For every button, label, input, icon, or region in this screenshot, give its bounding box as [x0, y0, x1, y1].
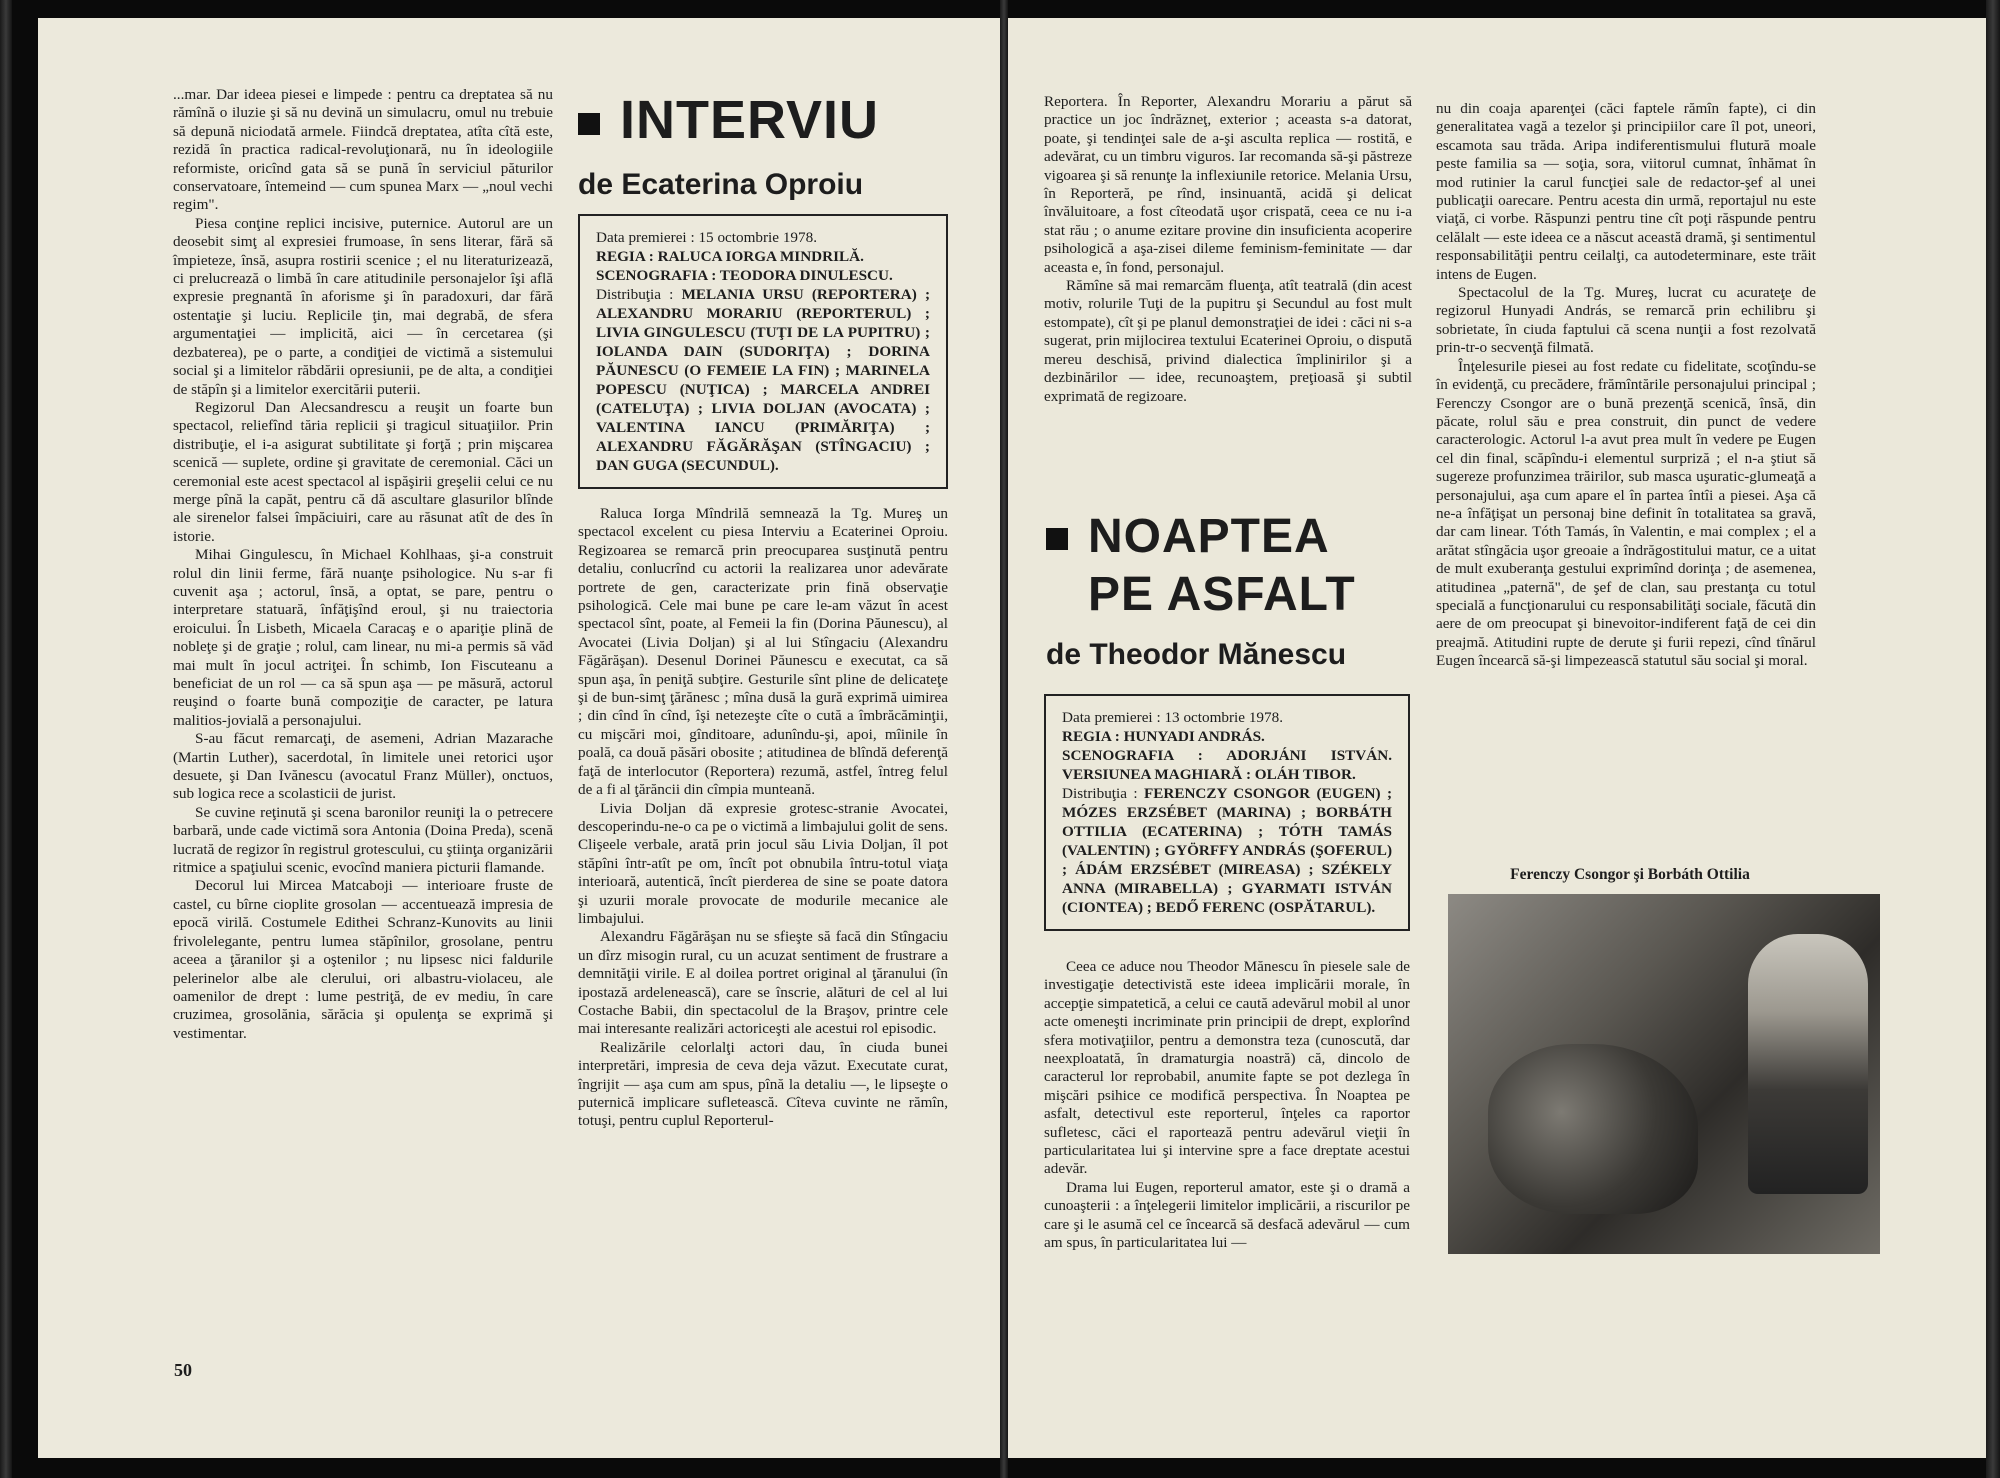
cast-list: MELANIA URSU (REPORTERA) ; ALEXANDRU MORARIU (REPORTERUL) ; LIVIA GINGULESCU (TUŢI DE LA PUPITRU) ; IOLANDA DAIN (SUDORIŢA) ; DORINA PĂUNESCU (O FEMEIE LA FIN) ; MARINELA POPESCU (NUŢICA) ; MARCELA ANDREI (CATELUŢA) ; LIVIA DOLJAN (AVOCATA) ; VALENTINA IANCU (PRIMĂRIŢA) ; ALEXANDRU FĂGĂRĂŞAN (STÎNGACIU) ; DAN GUGA (SECUNDUL).: [596, 286, 931, 474]
directing-credit: REGIA : RALUCA IORGA MINDRILĂ.: [596, 248, 864, 265]
article-byline: de Ecaterina Oproiu: [578, 168, 864, 201]
paragraph: S-au făcut remarcaţi, de asemeni, Adrian Mazarache (Martin Luther), sacerdotal, în limitele unei retorici uşor desuete, şi Dan Ivănescu (avocatul Franz Müller), onctuos, sub logica rece a scolasticii de jurist.: [173, 730, 553, 803]
binding-edge-left: [0, 0, 12, 1478]
paragraph: Piesa conţine replici incisive, puternice. Autorul are un deosebit simţ al expresiei frumoase, în sens literar, fără să împieteze, însă, asupra rostirii scenice ; el nu literaturizează, ci prelucrează o limbă în care atitudinile personajelor îşi află expresie pregnantă în aforisme şi în paradoxuri, dar fără ostentaţie şi luciu. Replicile ţin, mai degrabă, de sfera argumentaţiei — implicită, aici — în cercetarea (şi dezbaterea), pe o parte, a condiţiei de victimă a sistemului social şi a limitelor răbdării opresiunii, pe de alta, a condiţiei de stăpîn şi a limitelor exercitării puterii.: [173, 214, 553, 398]
article-title-noaptea: [1046, 508, 1356, 624]
paragraph: Livia Doljan dă expresie grotesc-stranie Avocatei, descoperindu-ne-o ca pe o victimă a limbajului golit de sens. Clişeele verbale, arată prin jocul său Livia Doljan, îl pot stăpîni într-atît pe om, încît pot obnubila întru-totul viaţa interioară, autentică, încît pierderea de sine se poate datora şi uzurii morale provocate de modurile mecanice ale limbajului.: [578, 799, 948, 927]
paragraph: Reportera. În Reporter, Alexandru Morariu a părut să practice un joc îndrăzneţ, exterior ; aceasta s-a datorat, poate, şi tendinţei sale de a-şi asculta replica — rostită, e adevărat, cu un timbru viguros. Iar recomanda să-şi păstreze vigoarea şi să renunţe la inflexiunile retorice. Melania Ursu, în Reporteră, pe rînd, insinuantă, acidă şi delicat învăluitoare, a fost cîteodată uşor crispată, ceea ce nu i-a stat rău ; o anume ezitare provine din insuficienta acoperire psihologică a aşa-zisei dileme feminism-feminitate — dar aceasta e, în fond, personajul.: [1044, 93, 1412, 276]
version-credit: VERSIUNEA MAGHIARĂ : OLÁH TIBOR.: [1062, 766, 1356, 783]
right-column-2: [1436, 100, 1816, 671]
cast-label: Distribuţia :: [1062, 785, 1138, 802]
right-column-review-continued: [1044, 93, 1412, 406]
paragraph: Ceea ce aduce nou Theodor Mănescu în piesele sale de investigaţie detectivistă este ideea implicării morale, în accepţie simpatetică, a celui ce caută adevărul mobil al unor acte omeneşti incriminate prin principii de drept, explorînd sfera motivaţiilor, pentru a demonstra teza (cunoscută, dar neexploatată, în dramaturgia noastră) că, dincolo de caracterul lor reprobabil, anumite fapte se pot dezlega în mişcări psihice ce modifică perspectiva. În Noaptea pe asfalt, detectivul este reporterul, înţeles ca raportor sufletesc, căci el raportează pentru adevărul vieţii în particularitatea lui şi intervine spre a face dreptate acestui adevăr.: [1044, 958, 1410, 1178]
premiere-date: Data premierei : 13 octombrie 1978.: [1062, 709, 1283, 726]
paragraph: Realizările celorlalţi actori dau, în ciuda bunei interpretări, impresia de ceva deja văzut. Executate curat, îngrijit — aşa cum am spus, pînă la detaliu —, le lipseşte o puternică implicare sufletească. Cîteva cuvinte ne rămîn, totuşi, pentru cuplul Reporterul-: [578, 1038, 948, 1130]
paragraph: Înţelesurile piesei au fost redate cu fidelitate, scoţîndu-se în evidenţă, cu precădere, frămîntările personajului principal ; Ferenczy Csongor are o bună prezenţă scenică, însă, din păcate, rolul său e prea construit, din punct de vedere caracterologic. Actorul l-a avut prea mult în vedere pe Eugen cel din final, scăpîndu-i elementul surpriză ; el n-a ştiut să sugereze profunzimea trăirilor, sub masca uşuratic-glumeaţă a personajului, aşa cum apare el în partea întîi a piesei. Aşa că ne-a înfăţişat un personaj bine definit în totalitatea sa gravă, dar cam linear. Tóth Tamás, în Valentin, e mai complex ; el a arătat stîngăcia uşor greoaie a îndrăgostitului matur, ce a uitat de mult exuberanţa gestului exprimînd dorinţa ; de asemenea, atitudinea „paternă", de şef de clan, sau prestanţa cu totul specială a funcţionarului cu responsabilităţi sociale, făcută din aere de om preocupat şi binevoitor-indiferent faţă de cei din preajmă. Atitudini rupte de derute şi furii repezi, cînd tînărul Eugen încearcă să-şi limpezească statutul său social şi moral.: [1436, 357, 1816, 670]
paragraph: Rămîne să mai remarcăm fluenţa, atît teatrală (din acest motiv, rolurile Tuţi de la pupitru şi Secundul au fost mult estompate), cît şi pe planul demonstraţiei de idei : căci ni s-a sugerat, prin mijlocirea textului Ecaterinei Oproiu, o dispută mereu deschisă, privind dialectica împlinirilor şi a dezbinărilor — idee, recunoaştem, preţioasă şi subtil exprimată de regizoare.: [1044, 277, 1412, 405]
gutter: [1000, 0, 1008, 1478]
article-title-text: INTERVIU: [620, 90, 880, 150]
right-page: [1008, 18, 1986, 1458]
photo-figure-seated: [1488, 1044, 1698, 1214]
photo-caption: Ferenczy Csongor şi Borbáth Ottilia: [1510, 866, 1750, 883]
paragraph: Regizorul Dan Alecsandrescu a reuşit un foarte bun spectacol, reliefînd tăria replicii şi tragicul situaţiilor. Prin distribuţie, el i-a asigurat subtilitate şi forţă ; prin mişcarea scenică — suplete, ordine şi gravitate de ceremonial. Căci un ceremonial este acest spectacol al ispăşirii greşelii celui ce nu merge pînă la capăt, pentru că dă ascultare glasurilor blînde ale sirenelor falsei împăciuiri, care au răsunat atît de des în istorie.: [173, 398, 553, 545]
premiere-date: Data premierei : 15 octombrie 1978.: [596, 229, 817, 246]
paragraph: Drama lui Eugen, reporterul amator, este şi o dramă a cunoaşterii : a înţelegerii limitelor implicării, a riscurilor pe care şi le asumă cel ce încearcă să desfacă adevărul — cum am spus, în particularitatea lui —: [1044, 1178, 1410, 1252]
paragraph: Raluca Iorga Mîndrilă semnează la Tg. Mureş un spectacol excelent cu piesa Interviu a Ecaterinei Oproiu. Regizoarea se remarcă prin preocuparea susţinută pentru detaliu, conlucrînd cu actorii la realizarea unor adevărate portrete de gen, caracterizate prin fină observaţie psihologică. Cele mai bune pe care le-am văzut în acest spectacol sînt, poate, al Femeii la fin (Dorina Păunescu), al Avocatei (Livia Doljan) şi al lui Stîngaciu (Alexandru Făgărăşan). Desenul Dorinei Păunescu e executat, ca să spun aşa, în peniţă subţire. Gesturile sînt pline de delicateţe şi de bun-simţ ţărănesc ; mîna dusă la gură exprimă uimirea ; din cînd în cînd, îşi netezeşte cîte o cută a îmbrăcăminţii, cu mişcări moi, gînditoare, adunîndu-şi, apoi, mîinile în poală, ca două păsări obosite ; atitudinea de blîndă deferenţă faţă de interlocutor (Reportera) rezumă, astfel, întreg felul de a fi al ţărăncii din cîmpia munteană.: [578, 505, 948, 799]
article-title-line2: PE ASFALT: [1088, 568, 1356, 621]
noaptea-review-body: [1044, 958, 1410, 1253]
bullet-square-icon: [578, 113, 600, 135]
scenography-credit: SCENOGRAFIA : TEODORA DINULESCU.: [596, 267, 893, 284]
page-number: 50: [174, 1360, 192, 1380]
binding-edge-right: [1986, 0, 2000, 1478]
paragraph: Decorul lui Mircea Matcaboji — interioare fruste de castel, cu bîrne cioplite grosolan — accentuează impresia de epocă virilă. Costumele Edithei Schranz-Kunovits au linii frivolelegante, pentru lumea stăpînilor, grosolane, pentru aceea a ţăranilor şi a oştenilor ; nu lipsesc nici faldurile pelerinelor albe ale clerului, ori albastru-violaceu, ale oamenilor de drept : lume pestriţă, de ev mediu, în care cruzimea, grosolănia, sărăcia şi opulenţa se exprimă şi vestimentar.: [173, 877, 553, 1042]
paragraph: Mihai Gingulescu, în Michael Kohlhaas, şi-a construit rolul din linii ferme, fără nuanţe psihologice. Nu s-ar fi cuvenit aşa ; actorul, însă, a optat, se pare, pentru o interpretare statuară, înfăţişînd eroul, şi nu traiectoria eroicului. În Lisbeth, Micaela Caracaş e o apariţie plină de nobleţe şi de graţie ; rolul, cam linear, nu mi-a permis să văd mai mult în jocul actriţei. În schimb, Ion Fiscuteanu a beneficiat de un rol — ca să spun aşa — pe măsură, actorul reuşind o foarte bună compoziţie de caracter, pe latura malitios-jovială a personajului.: [173, 546, 553, 729]
cast-label: Distribuţia :: [596, 286, 674, 303]
paragraph: Spectacolul de la Tg. Mureş, lucrat cu acurateţe de regizorul Hunyadi András, se remarcă prin echilibru şi sobrietate, în ciuda faptului că scena nunţii a fost rezolvată prin-tr-o secvenţă filmată.: [1436, 284, 1816, 357]
directing-credit: REGIA : HUNYADI ANDRÁS.: [1062, 728, 1265, 745]
production-info-box: [1044, 694, 1410, 931]
left-column-continued-review: [173, 86, 553, 1043]
paragraph: Alexandru Făgărăşan nu se sfieşte să facă din Stîngaciu un dîrz misogin rural, cu un acuzat sentiment de frustrare a demnităţii virile. E al doilea portret original al ţăranului (în ipostază ardelenească), care se înscrie, alături de cel al lui Costache Babii, din spectacolul de la Braşov, printre cele mai interesante realizări actoriceşti ale acestui rol episodic.: [578, 928, 948, 1038]
article-byline: de Theodor Mănescu: [1046, 638, 1347, 671]
scenography-credit: SCENOGRAFIA : ADORJÁNI ISTVÁN.: [1062, 747, 1392, 764]
cast-list: FERENCZY CSONGOR (EUGEN) ; MÓZES ERZSÉBET (MARINA) ; BORBÁTH OTTILIA (ECATERINA) ; TÓTH TAMÁS (VALENTIN) ; GYÖRFFY ANDRÁS (ŞOFERUL) ; ÁDÁM ERZSÉBET (MIREASA) ; SZÉKELY ANNA (MIRABELLA) ; GYARMATI ISTVÁN (CIONTEA) ; BEDŐ FERENC (OSPĂTARUL).: [1062, 785, 1392, 916]
production-photo: [1448, 894, 1880, 1254]
photo-figure-standing: [1748, 934, 1868, 1194]
article-title-line1: NOAPTEA: [1088, 510, 1330, 563]
paragraph: ...mar. Dar ideea piesei e limpede : pentru ca dreptatea să nu rămînă o iluzie şi să nu devină un simulacru, omul nu trebuie să depună niciodată armele. Fiindcă dreptatea, atîta cîtă este, rezidă în practica radical-revoluţionară, nu în ideologiile reformiste, oricînd gata să se pună în serviciul păturilor conservatoare, întemeind — cum spunea Marx — „noul vechi regim".: [173, 86, 553, 214]
paragraph: Se cuvine reţinută şi scena baronilor reuniţi la o petrecere barbară, unde cade victimă sora Antonia (Doina Preda), scenă lucrată de regizor în registrul grotescului, cu ştiinţa organizării ritmice a spaţiului scenic, evocînd maniera picturii flamande.: [173, 803, 553, 877]
paragraph: nu din coaja aparenţei (căci faptele rămîn fapte), ci din generalitatea vagă a tezelor şi principiilor care îl pot, uneori, escamota sau trăda. Aripa indiferentismului flutură moale peste familia sa — soţia, sora, viitorul cumnat, înhămat în mod rutinier la carul funcţiei sale de redactor-şef al unei publicaţii oarecare. Pentru acesta din urmă, reportajul nu este viaţă, ci vorbe. Răspunzi pentru tine cît poţi răspunde pentru celălalt — este ideea ce a născut această dramă, şi sentimentul responsabilităţii pentru ceilalţi, ca autodeterminare, este trăit intens de Eugen.: [1436, 100, 1816, 283]
bullet-square-icon: [1046, 528, 1068, 550]
article-title-interviu: [578, 90, 879, 150]
interviu-review-body: [578, 505, 948, 1131]
production-info-box: [578, 214, 948, 489]
left-page: [38, 18, 1000, 1458]
